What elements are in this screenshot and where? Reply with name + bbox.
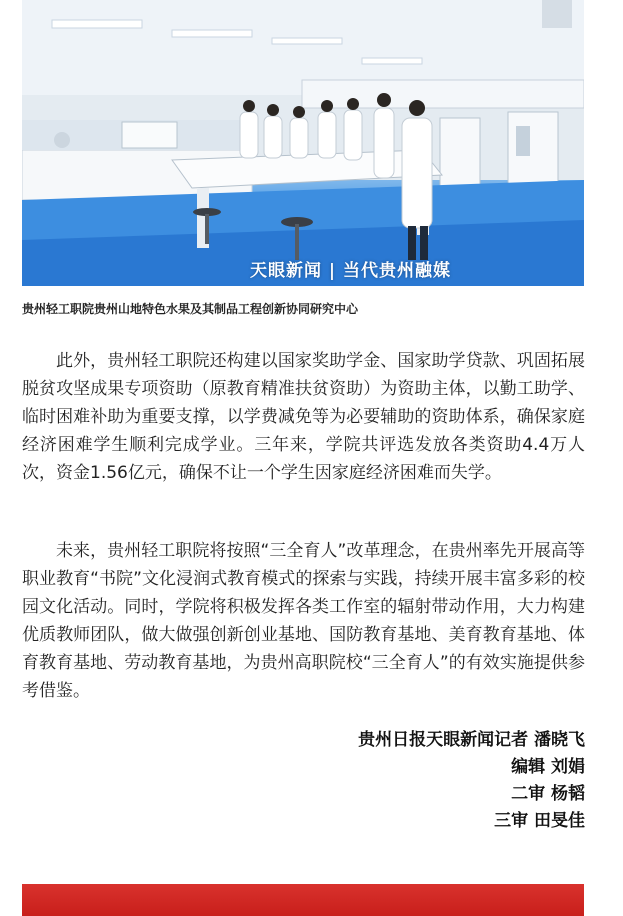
- third-review-credit: 三审 田旻佳: [494, 811, 585, 831]
- lab-scene-illustration: [22, 0, 584, 286]
- photo-caption: 贵州轻工职院贵州山地特色水果及其制品工程创新协同研究中心: [22, 302, 359, 316]
- editor-credit: 编辑 刘娟: [511, 757, 585, 777]
- footer-red-banner: [22, 884, 584, 916]
- reporter-credit: 贵州日报天眼新闻记者 潘晓飞: [358, 730, 585, 750]
- second-review-credit: 二审 杨韬: [511, 784, 585, 804]
- article-paragraph: 此外，贵州轻工职院还构建以国家奖助学金、国家助学贷款、巩固拓展脱贫攻坚成果专项资助（原教育精准扶贫资助）为资助主体，以勤工助学、临时困难补助为重要支撑，以学费减免等为必要辅助的资助体系，确保家庭经济困难学生顺利完成学业。三年来，学院共评选发放各类资助4.4万人次，资金1.56亿元，确保不让一个学生因家庭经济困难而失学。: [22, 351, 585, 483]
- article-credits: [358, 727, 585, 835]
- photo-watermark: 天眼新闻 | 当代贵州融媒: [250, 261, 452, 281]
- lab-photo: [22, 0, 584, 286]
- article-paragraph: 未来，贵州轻工职院将按照“三全育人”改革理念，在贵州率先开展高等职业教育“书院”文化浸润式教育模式的探索与实践，持续开展丰富多彩的校园文化活动。同时，学院将积极发挥各类工作室的辐射带动作用，大力构建优质教师团队，做大做强创新创业基地、国防教育基地、美育教育基地、体育教育基地、劳动教育基地，为贵州高职院校“三全育人”的有效实施提供参考借鉴。: [22, 541, 585, 701]
